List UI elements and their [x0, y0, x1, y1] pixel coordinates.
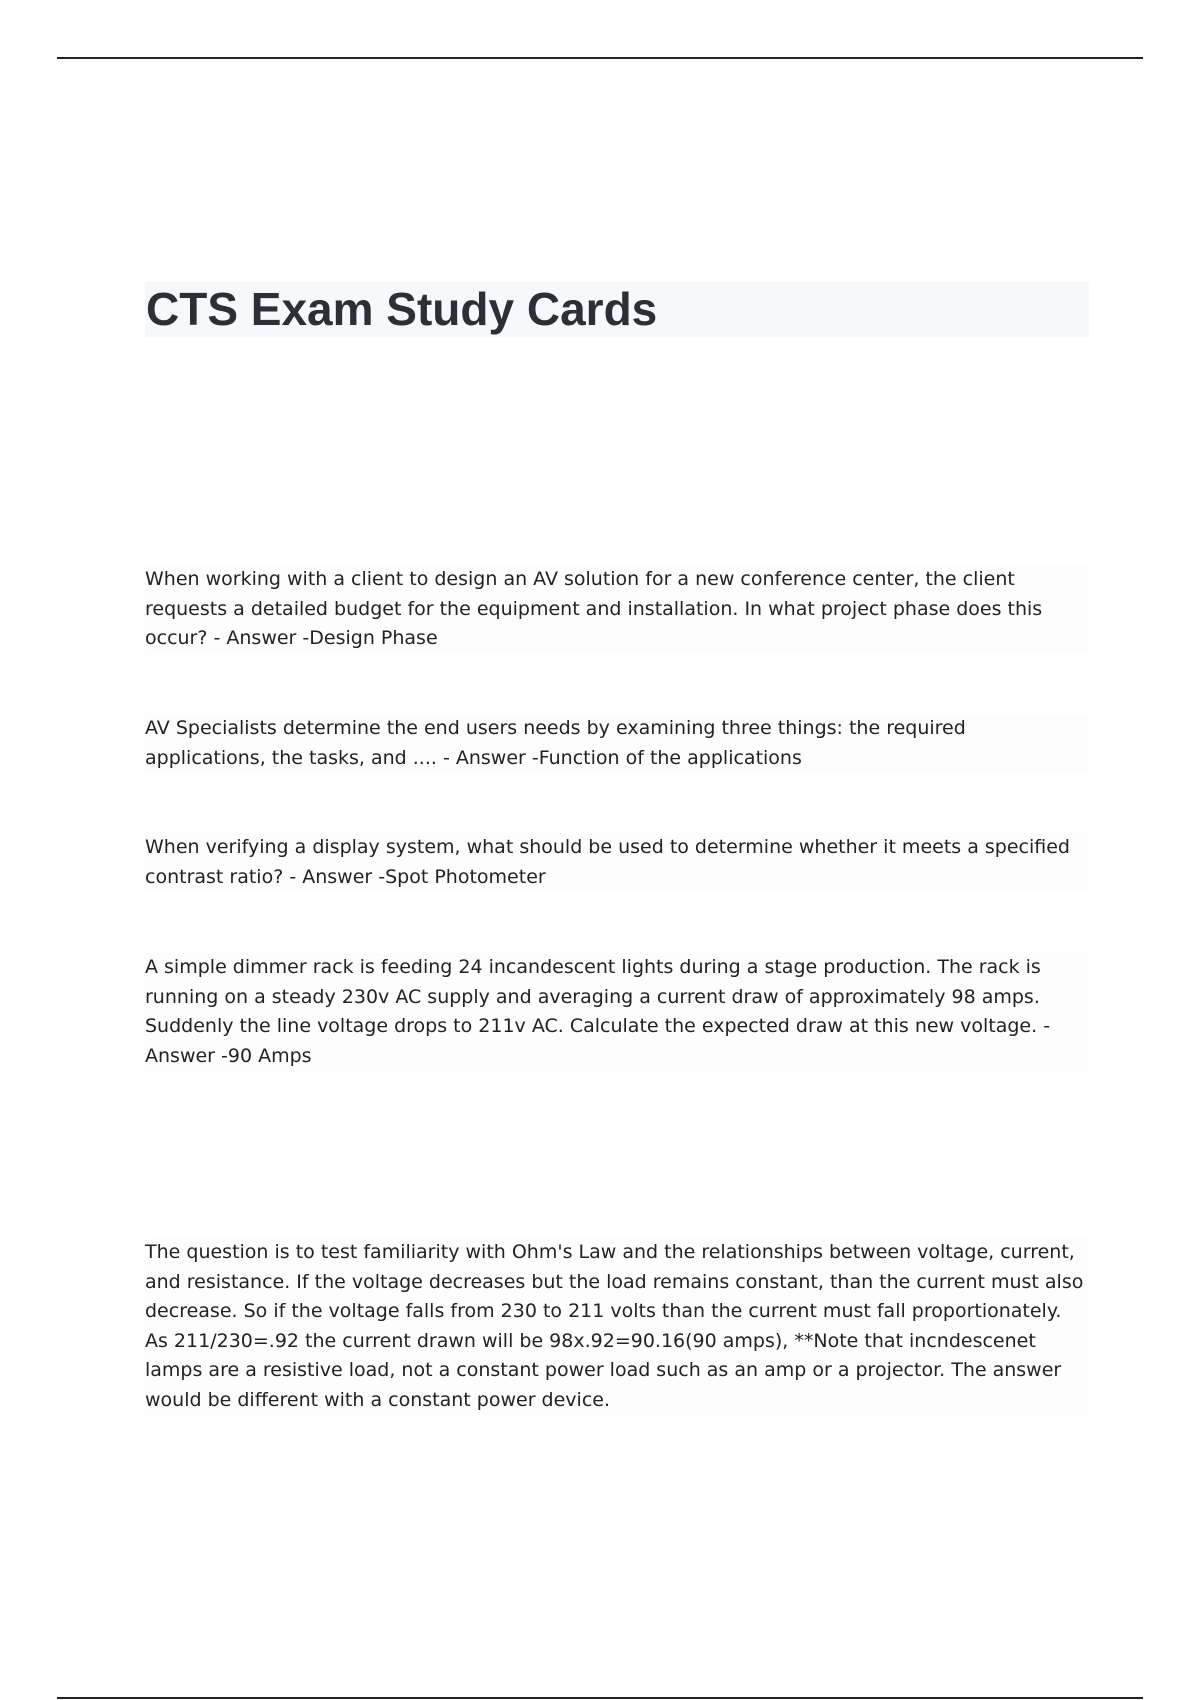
study-card-4: A simple dimmer rack is feeding 24 incandescent lights during a stage production. The rack is running on a steady 230v AC supply and averaging a current draw of approximately 98 amps. Suddenly the line voltage drops to 211v AC. Calculate the expected draw at this new voltage. - Answer -90 Amps: [145, 953, 1089, 1071]
study-card-3: When verifying a display system, what should be used to determine whether it meets a specified contrast ratio? - Answer -Spot Photometer: [145, 833, 1089, 892]
top-rule: [57, 57, 1143, 59]
title-block: [145, 282, 1089, 337]
study-card-1: When working with a client to design an AV solution for a new conference center, the client requests a detailed budget for the equipment and installation. In what project phase does this occur? - Answer -Design Phase: [145, 565, 1089, 654]
study-card-2: AV Specialists determine the end users needs by examining three things: the required applications, the tasks, and .... - Answer -Function of the applications: [145, 714, 1089, 773]
bottom-rule: [57, 1697, 1143, 1699]
study-card-explanation: The question is to test familiarity with Ohm's Law and the relationships between voltage, current, and resistance. If the voltage decreases but the load remains constant, than the current must also decrease. So if the voltage falls from 230 to 211 volts than the current must fall proportionately. As 211/230=.92 the current drawn will be 98x.92=90.16(90 amps), **Note that incndescenet lamps are a resistive load, not a constant power load such as an amp or a projector. The answer would be different with a constant power device.: [145, 1238, 1089, 1415]
document-title: CTS Exam Study Cards: [146, 283, 658, 335]
